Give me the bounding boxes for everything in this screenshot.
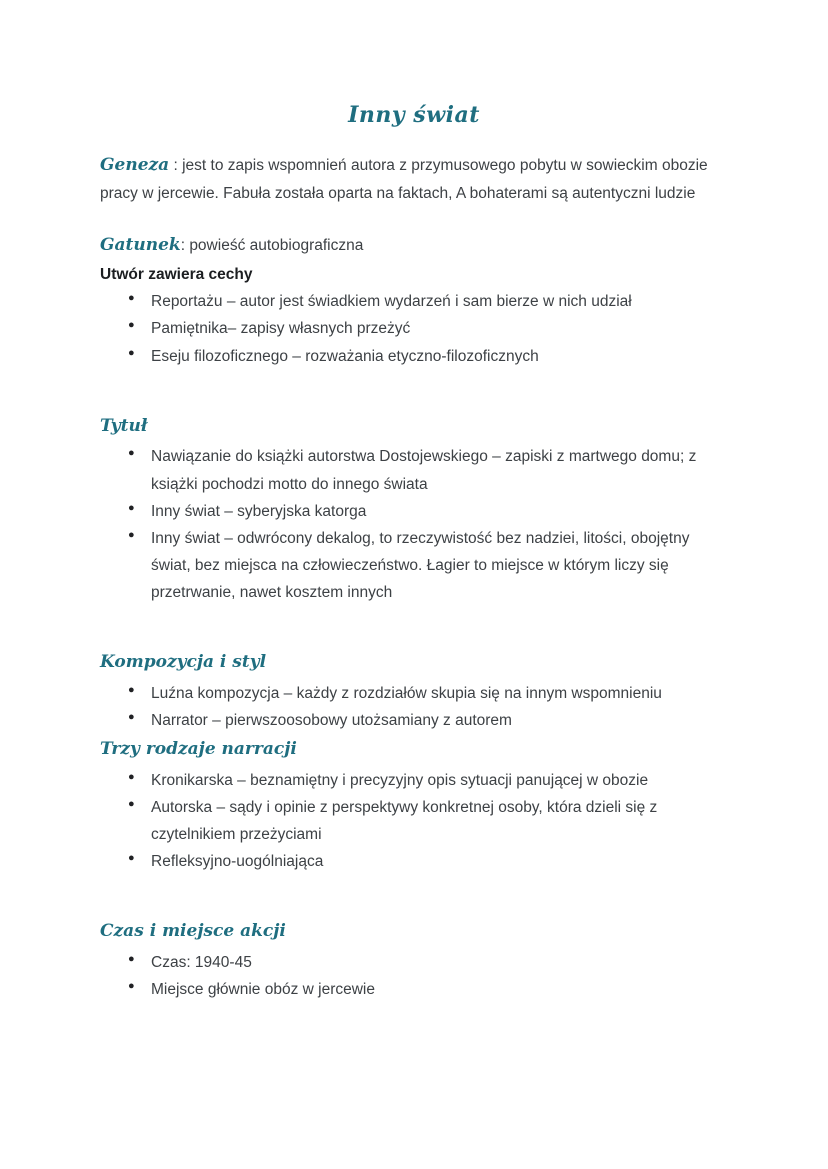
list-item: ● Pamiętnika– zapisy własnych przeżyć bbox=[128, 315, 728, 342]
list-item: ● Czas: 1940-45 bbox=[128, 949, 728, 976]
list-item: ● Luźna kompozycja – każdy z rozdziałów skupia się na innym wspomnieniu bbox=[128, 680, 728, 707]
narracja-heading: Trzy rodzaje narracji bbox=[100, 739, 297, 760]
list-item: ● Inny świat – syberyjska katorga bbox=[128, 498, 728, 525]
geneza-paragraph bbox=[100, 151, 728, 208]
list-item: ● Autorska – sądy i opinie z perspektywy konkretnej osoby, która dzieli się z czytelnikiem przeżyciami bbox=[128, 794, 728, 848]
gatunek-text: : powieść autobiograficzna bbox=[180, 237, 364, 255]
list-item: ● Miejsce głównie obóz w jercewie bbox=[128, 976, 728, 1003]
list-item: ● Narrator – pierwszoosobowy utożsamiany z autorem bbox=[128, 707, 728, 734]
czas-list bbox=[100, 949, 728, 1003]
list-item: ● Refleksyjno-uogólniająca bbox=[128, 848, 728, 875]
czas-heading: Czas i miejsce akcji bbox=[100, 921, 286, 942]
gatunek-subheading: Utwór zawiera cechy bbox=[100, 266, 253, 284]
kompozycja-heading: Kompozycja i styl bbox=[100, 652, 267, 673]
gatunek-line bbox=[100, 231, 728, 261]
narracja-list bbox=[100, 767, 728, 876]
list-item: ● Nawiązanie do książki autorstwa Dostojewskiego – zapiski z martwego domu; z książki pochodzi motto do innego świata bbox=[128, 443, 728, 497]
geneza-label: Geneza bbox=[100, 154, 170, 175]
gatunek-list bbox=[100, 288, 728, 369]
kompozycja-section bbox=[100, 648, 728, 734]
narracja-section bbox=[100, 735, 728, 875]
kompozycja-list bbox=[100, 680, 728, 734]
list-item: ● Kronikarska – beznamiętny i precyzyjny opis sytuacji panującej w obozie bbox=[128, 767, 728, 794]
gatunek-label: Gatunek bbox=[100, 235, 181, 256]
list-item: ● Reportażu – autor jest świadkiem wydarzeń i sam bierze w nich udział bbox=[128, 288, 728, 315]
tytul-section bbox=[100, 412, 728, 607]
document-title: Inny świat bbox=[348, 102, 480, 128]
czas-section bbox=[100, 917, 728, 1003]
list-item: ● Eseju filozoficznego – rozważania etyczno-filozoficznych bbox=[128, 343, 728, 370]
list-item: ● Inny świat – odwrócony dekalog, to rzeczywistość bez nadziei, litości, obojętny świat, bez miejsca na człowieczeństwo. Łagier to miejsce w którym liczy się przetrwanie, nawet kosztem innych bbox=[128, 525, 728, 606]
tytul-heading: Tytuł bbox=[100, 415, 148, 436]
gatunek-section bbox=[100, 231, 728, 369]
geneza-text: : jest to zapis wspomnień autora z przymusowego pobytu w sowieckim obozie pracy w jercewie. Fabuła została oparta na faktach, A bohaterami są autentyczni ludzie bbox=[100, 156, 708, 203]
tytul-list bbox=[100, 443, 728, 606]
